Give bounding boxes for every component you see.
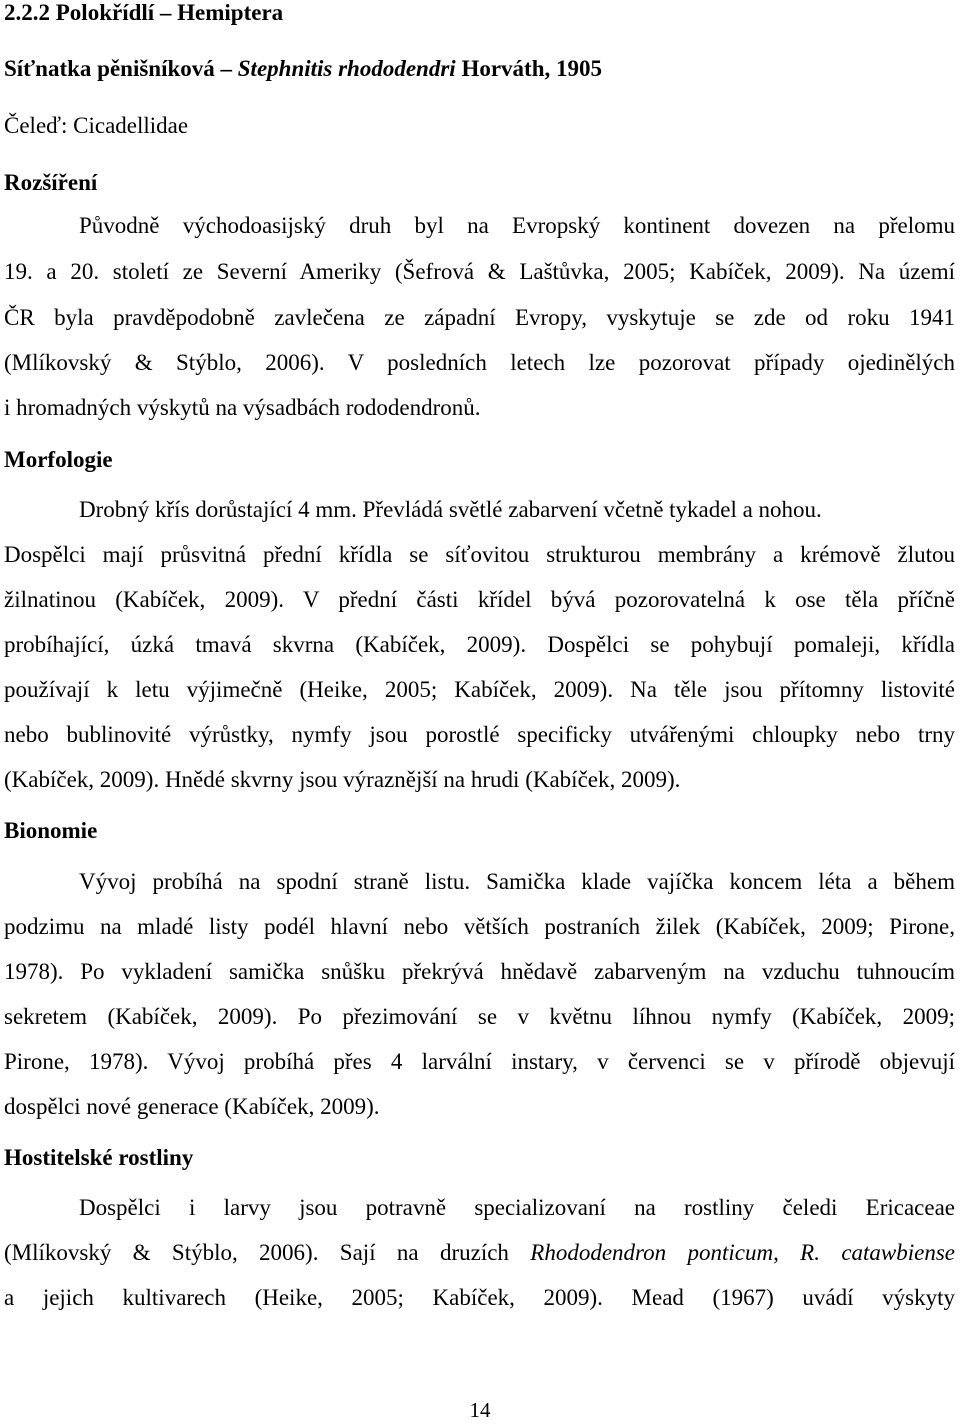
host-plants-heading: Hostitelské rostliny: [4, 1145, 194, 1170]
paragraph-line: i hromadných výskytů na výsadbách rododendronů.: [4, 395, 481, 420]
paragraph-line: 1978). Po vykladení samička snůšku překrývá hnědavě zabarveným na vzduchu tuhnoucím: [4, 959, 955, 984]
paragraph-line: (Mlíkovský & Stýblo, 2006). V posledních letech lze pozorovat případy ojedinělých: [4, 350, 955, 375]
family-line: Čeleď: Cicadellidae: [4, 113, 189, 138]
distribution-heading: Rozšíření: [4, 170, 98, 195]
paragraph-line: sekretem (Kabíček, 2009). Po přezimování se v květnu líhnou nymfy (Kabíček, 2009;: [4, 1004, 955, 1029]
paragraph-line: podzimu na mladé listy podél hlavní nebo větších postraních žilek (Kabíček, 2009; Pirone,: [4, 914, 955, 939]
italic-run: catawbiense: [841, 1240, 956, 1265]
page-number: 14: [469, 1398, 491, 1422]
species-common-name: Síťnatka pěnišníková –: [4, 56, 233, 81]
paragraph-line: Pirone, 1978). Vývoj probíhá přes 4 larvální instary, v červenci se v přírodě objevují: [4, 1049, 955, 1074]
text-run: (Mlíkovský & Stýblo, 2006). Sají na druzích: [4, 1240, 509, 1265]
chapter-heading: 2.2.2 Polokřídlí – Hemiptera: [4, 0, 284, 25]
paragraph-line: nebo bublinovité výrůstky, nymfy jsou porostlé specificky utvářenými chloupky nebo trny: [4, 722, 955, 747]
paragraph-line: a jejich kultivarech (Heike, 2005; Kabíček, 2009). Mead (1967) uvádí výskyty: [4, 1285, 955, 1310]
paragraph-line: dospělci nové generace (Kabíček, 2009).: [4, 1094, 380, 1119]
paragraph-line: žilnatinou (Kabíček, 2009). V přední části křídel bývá pozorovatelná k ose těla příčně: [4, 587, 955, 612]
paragraph-line: Dospělci mají průsvitná přední křídla se síťovitou strukturou membrány a krémově žlutou: [4, 542, 955, 567]
morphology-heading: Morfologie: [4, 447, 113, 472]
bionomy-heading: Bionomie: [4, 818, 98, 843]
paragraph-line: Drobný křís dorůstající 4 mm. Převládá světlé zabarvení včetně tykadel a nohou.: [79, 497, 822, 522]
species-title: [4, 56, 602, 82]
paragraph-line: ČR byla pravděpodobně zavlečena ze západní Evropy, vyskytuje se zde od roku 1941: [4, 305, 955, 330]
paragraph-line: 19. a 20. století ze Severní Ameriky (Šefrová & Laštůvka, 2005; Kabíček, 2009). Na území: [4, 259, 955, 284]
paragraph-line: Dospělci i larvy jsou potravně specializovaní na rostliny čeledi Ericaceae: [79, 1195, 955, 1220]
paragraph-line: probíhající, úzká tmavá skvrna (Kabíček, 2009). Dospělci se pohybují pomaleji, křídla: [4, 632, 955, 657]
paragraph-line: používají k letu výjimečně (Heike, 2005; Kabíček, 2009). Na těle jsou přítomny listovité: [4, 677, 955, 702]
species-latin-name: Stephnitis rhododendri: [237, 56, 456, 81]
paragraph-line: (Kabíček, 2009). Hnědé skvrny jsou výraznější na hrudi (Kabíček, 2009).: [4, 767, 681, 792]
paragraph-line: [4, 1240, 955, 1266]
italic-run: Rhododendron ponticum, R.: [530, 1240, 820, 1265]
species-author: Horváth, 1905: [461, 56, 603, 81]
paragraph-line: Vývoj probíhá na spodní straně listu. Samička klade vajíčka koncem léta a během: [79, 869, 955, 894]
paragraph-line: Původně východoasijský druh byl na Evropský kontinent dovezen na přelomu: [79, 213, 955, 238]
